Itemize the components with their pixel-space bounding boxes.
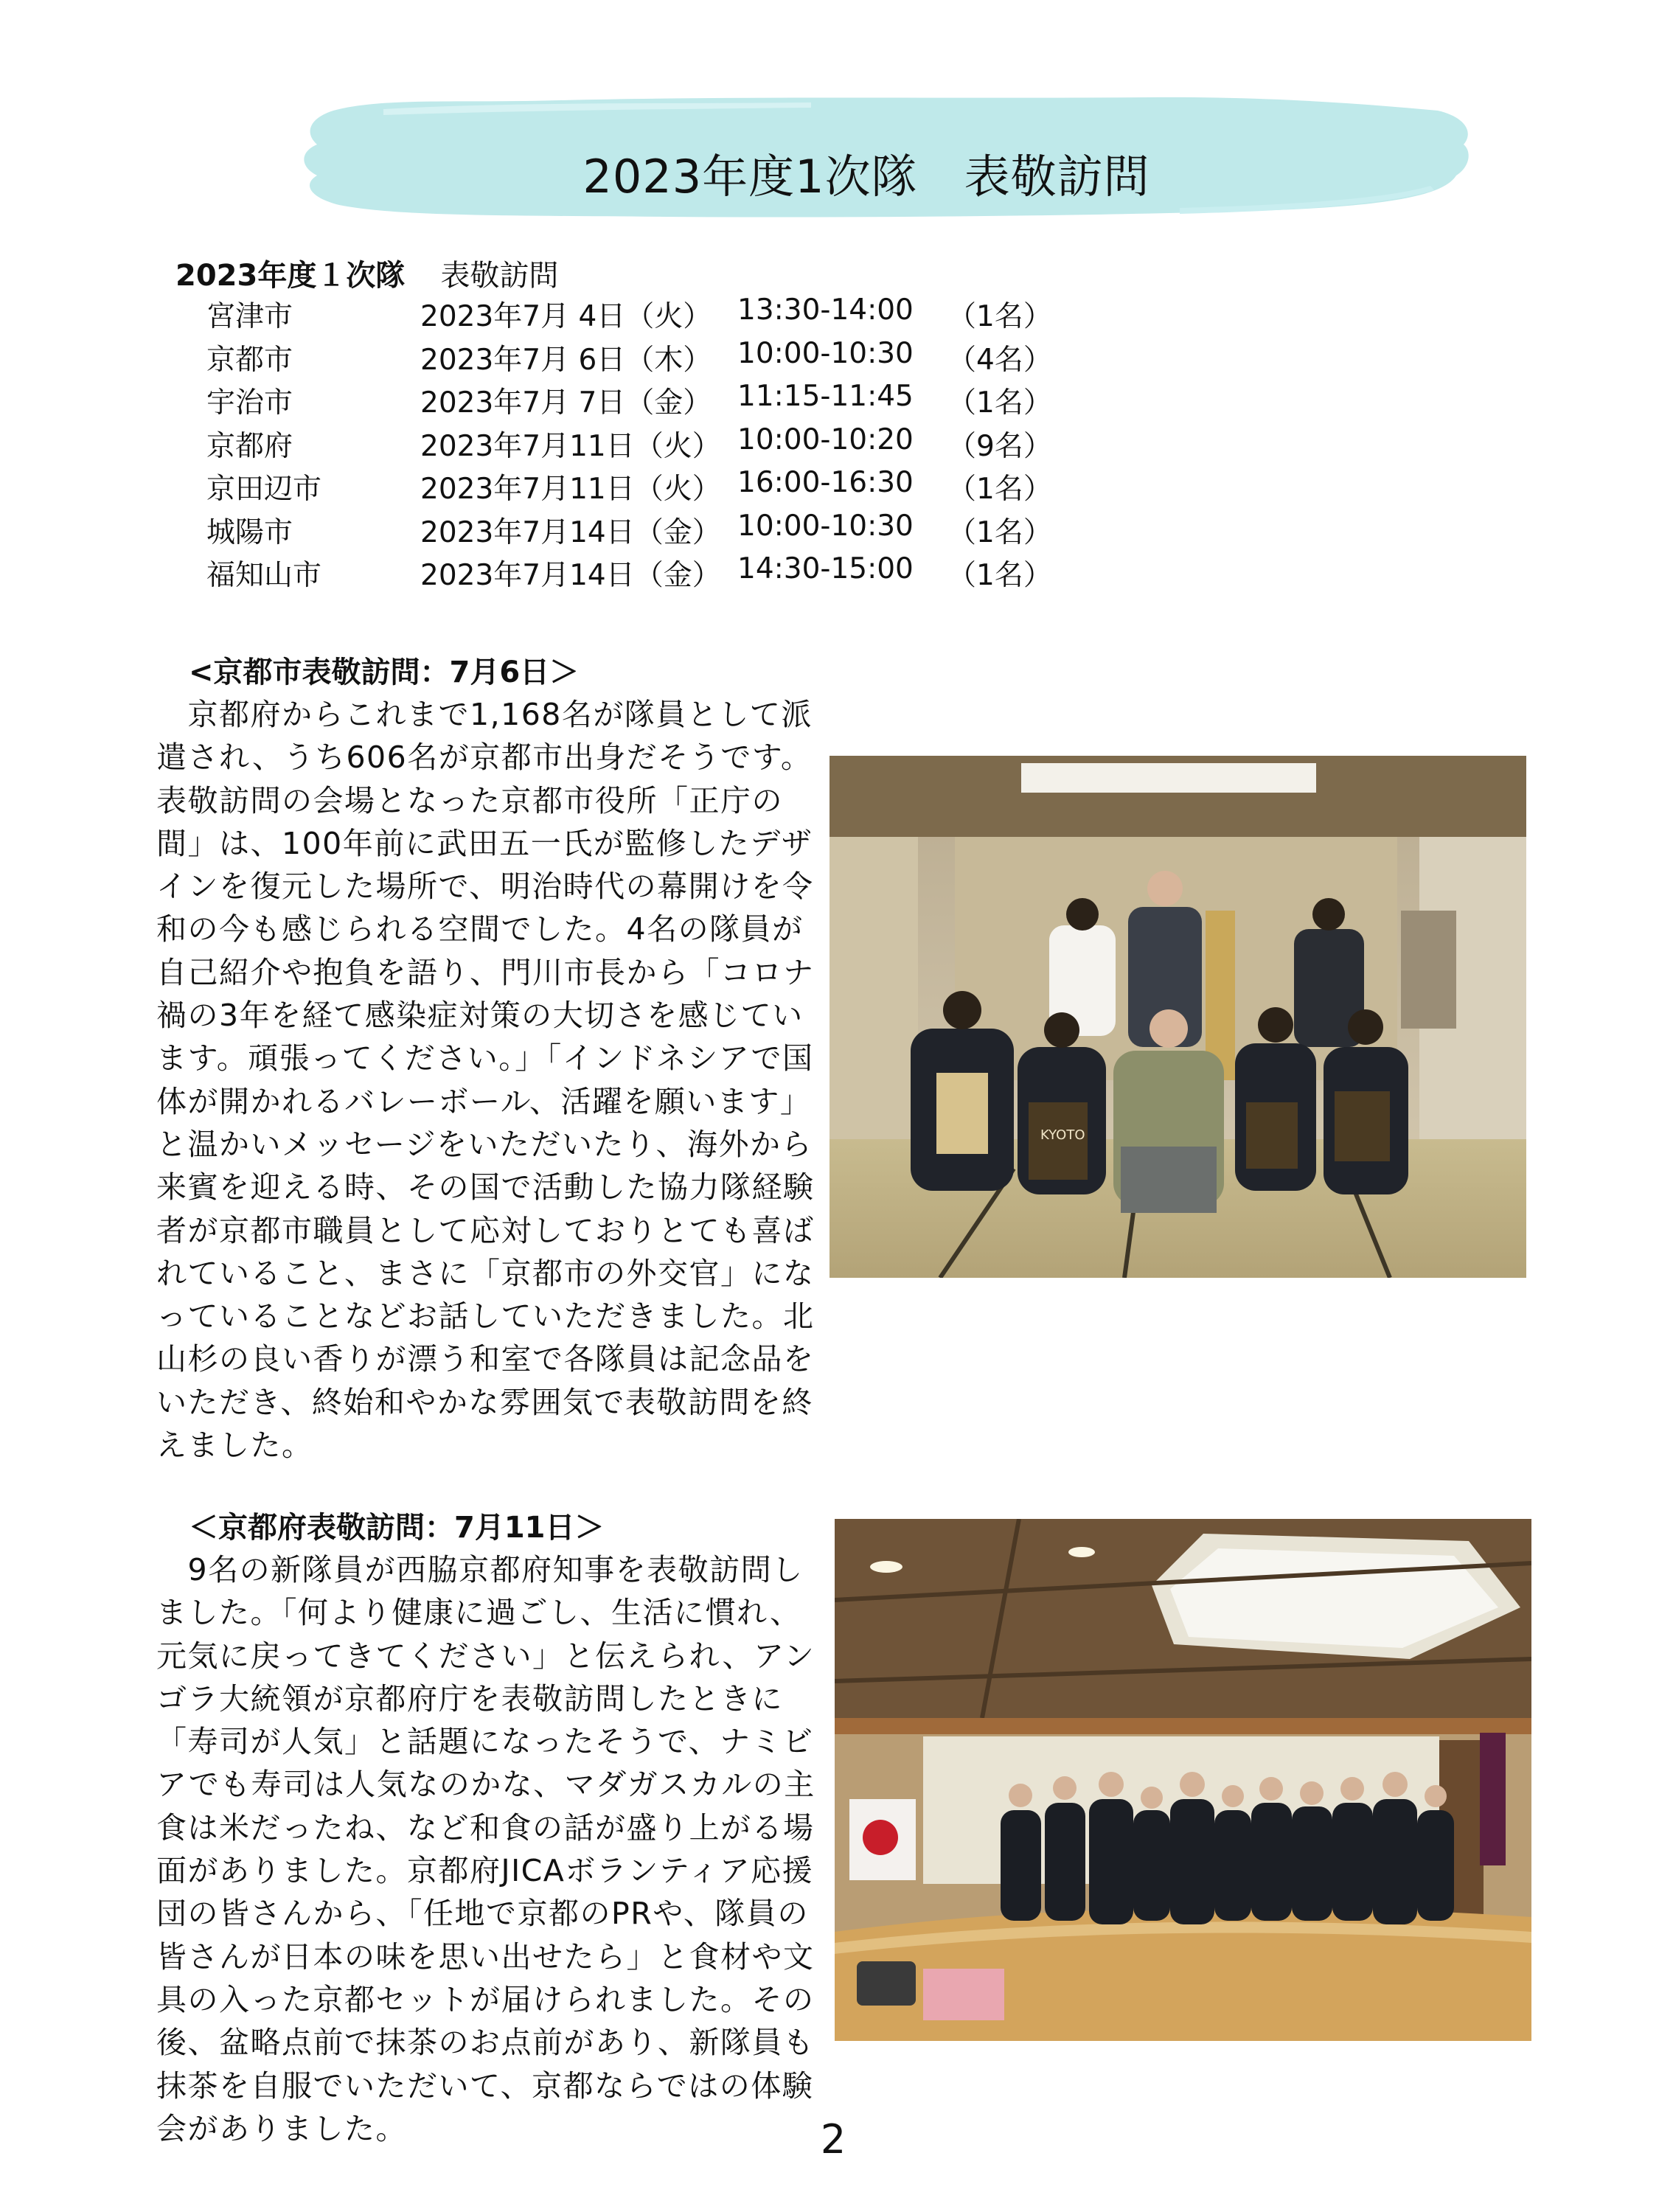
schedule-time: 10:00-10:20 xyxy=(737,422,914,456)
schedule-date: 2023年7月 4日（火） xyxy=(420,300,712,333)
kyoto-city-visit-text: 京都府からこれまで1,168名が隊員として派遣され、うち606名が京都市出身だそうです。表敬訪問の会場となった京都市役所「正庁の間」は、100年前に武田五一氏が監修したデザインを復元した場所で、明治時代の幕開けを令和の今も感じられる空間でした。4名の隊員が自己紹介や抱負を語り、門川市長から「コロナ禍の3年を経て感染症対策の大切さを感じています。頑張ってください。」「インドネシアで国体が開かれるバレーボール、活躍を願います」と温かいメッセージをいただいたり、海外から来賓を迎える時、その国で活動した協力隊経験者が京都市職員として応対しておりとても喜ばれていること、まさに「京都市の外交官」になっていることなどお話していただきました。北山杉の良い香りが漂う和室で各隊員は記念品をいただき、終始和やかな雰囲気で表敬訪問を終えました。 xyxy=(156,697,815,1464)
schedule-time: 16:00-16:30 xyxy=(737,466,914,499)
banner-title: 2023年度1次隊 表敬訪問 xyxy=(582,150,1150,204)
kyoto-prefecture-visit-photo xyxy=(835,1519,1531,2041)
schedule-city: 宇治市 xyxy=(206,386,293,420)
kyoto-city-visit-photo xyxy=(830,756,1526,1278)
schedule-time: 13:30-14:00 xyxy=(737,293,914,327)
schedule-date: 2023年7月14日（金） xyxy=(420,559,721,592)
schedule-heading-bold: 2023年度１次隊 xyxy=(175,259,406,293)
schedule-time: 10:00-10:30 xyxy=(737,336,914,370)
kyoto-prefecture-visit-heading: ＜京都府表敬訪問：7月11日＞ xyxy=(189,1511,605,1545)
schedule-city: 京都府 xyxy=(206,429,293,463)
kyoto-prefecture-visit-text: 9名の新隊員が西脇京都府知事を表敬訪問しました。「何より健康に過ごし、生活に慣れ、元気に戻ってきてください」と伝えられ、アンゴラ大統領が京都府庁を表敬訪問したときに「寿司が人気」と話題になったそうで、ナミビアでも寿司は人気なのかな、マダガスカルの主食は米だったね、など和食の話が盛り上がる場面がありました。京都府JICAボランティア応援団の皆さんから、「任地で京都のPRや、隊員の皆さんが日本の味を思い出せたら」と食材や文具の入った京都セットが届けられました。その後、盆略点前で抹茶のお点前があり、新隊員も抹茶を自服でいただいて、京都ならではの体験会がありました。 xyxy=(156,1552,815,2146)
schedule-city: 京都市 xyxy=(206,343,293,377)
schedule-date: 2023年7月11日（火） xyxy=(420,429,721,463)
schedule-time: 14:30-15:00 xyxy=(737,552,914,585)
schedule-heading-rest: 表敬訪問 xyxy=(440,259,559,293)
schedule-count: （1名） xyxy=(947,559,1052,592)
schedule-date: 2023年7月11日（火） xyxy=(420,473,721,506)
schedule-date: 2023年7月 6日（木） xyxy=(420,343,712,377)
schedule-city: 宮津市 xyxy=(206,300,293,333)
schedule-count: （1名） xyxy=(947,515,1052,549)
schedule-count: （9名） xyxy=(947,429,1052,463)
schedule-count: （1名） xyxy=(947,386,1052,420)
schedule-date: 2023年7月14日（金） xyxy=(420,515,721,549)
page-number: 2 xyxy=(820,2116,846,2163)
schedule-count: （1名） xyxy=(947,473,1052,506)
schedule-city: 城陽市 xyxy=(206,515,293,549)
kyoto-city-visit-heading: <京都市表敬訪問：7月6日＞ xyxy=(189,655,580,689)
schedule-count: （1名） xyxy=(947,300,1052,333)
schedule-city: 京田辺市 xyxy=(206,473,322,506)
kyoto-book-label: KYOTO xyxy=(1040,1127,1085,1143)
schedule-heading xyxy=(175,252,558,294)
schedule-time: 11:15-11:45 xyxy=(737,380,914,413)
brush-stroke-background xyxy=(0,0,1659,251)
schedule-time: 10:00-10:30 xyxy=(737,509,914,543)
schedule-date: 2023年7月 7日（金） xyxy=(420,386,712,420)
title-banner xyxy=(0,0,1659,251)
schedule-count: （4名） xyxy=(947,343,1052,377)
schedule-city: 福知山市 xyxy=(206,559,322,592)
